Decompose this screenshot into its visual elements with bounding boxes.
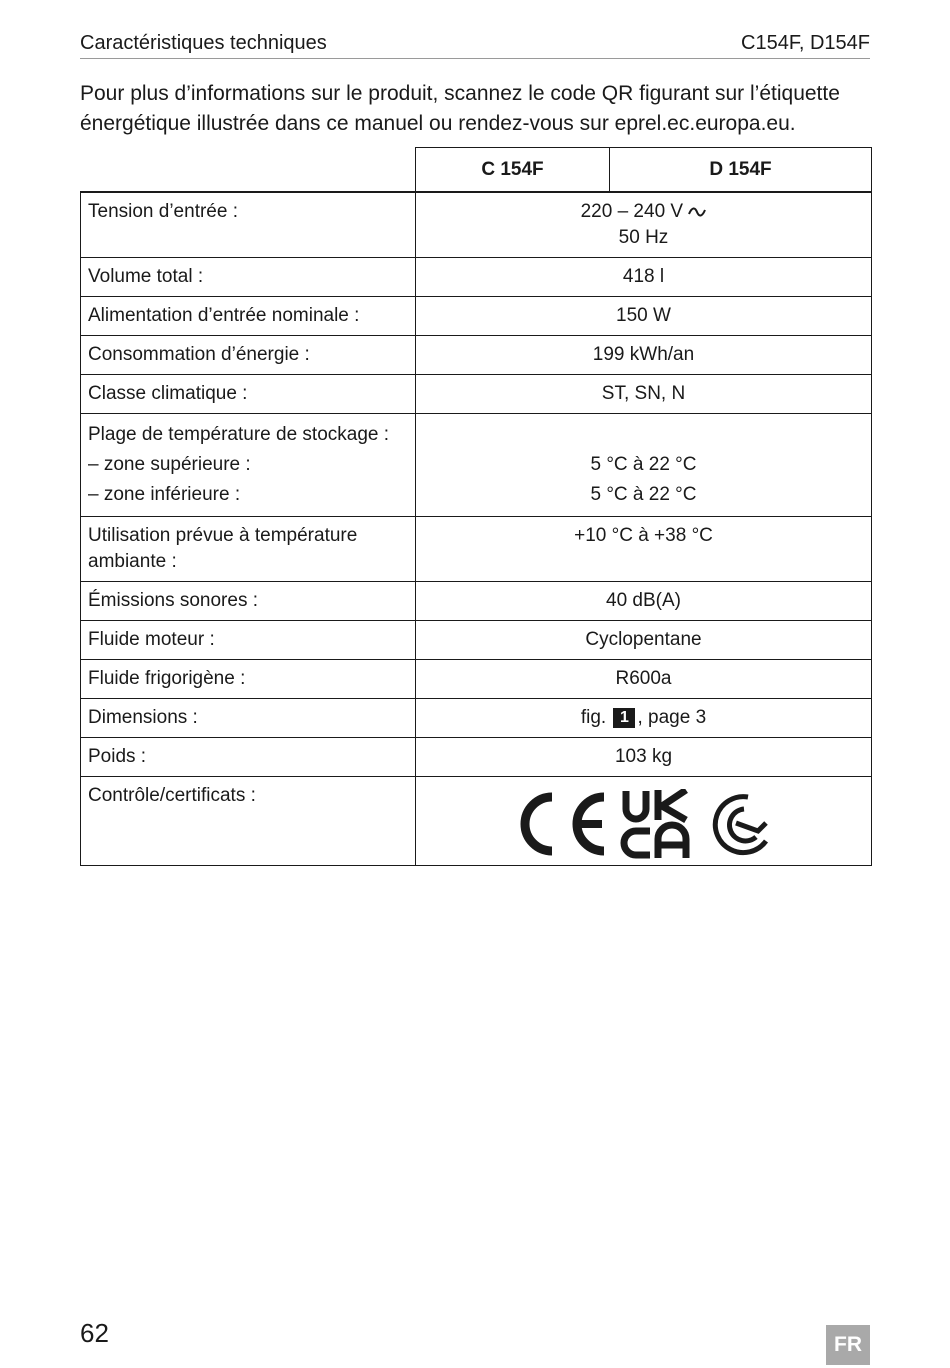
language-badge: FR <box>826 1325 870 1365</box>
row-label: Fluide frigorigène : <box>81 660 416 699</box>
row-label: Utilisation prévue à température ambiante : <box>81 517 416 582</box>
ce-mark-icon <box>518 789 614 859</box>
row-label: Émissions sonores : <box>81 582 416 621</box>
row-value <box>416 414 872 517</box>
row-label: Dimensions : <box>81 699 416 738</box>
row-value: ST, SN, N <box>416 375 872 414</box>
upper-zone-label: – zone supérieure : <box>88 454 251 475</box>
figure-prefix: fig. <box>580 707 607 728</box>
table-row <box>81 738 872 777</box>
upper-zone-value: 5 °C à 22 °C <box>590 454 697 475</box>
model-c154f: C 154F <box>416 148 610 193</box>
row-value: +10 °C à +38 °C <box>416 517 872 582</box>
table-row <box>81 582 872 621</box>
row-value: 40 dB(A) <box>416 582 872 621</box>
recycling-mark-icon <box>702 789 770 859</box>
table-row <box>81 660 872 699</box>
row-value: 199 kWh/an <box>416 336 872 375</box>
table-row <box>81 336 872 375</box>
table-header-row <box>81 148 872 193</box>
row-value <box>416 699 872 738</box>
model-d154f: D 154F <box>610 148 872 193</box>
table-row <box>81 258 872 297</box>
row-label: Volume total : <box>81 258 416 297</box>
row-value: 150 W <box>416 297 872 336</box>
table-row <box>81 621 872 660</box>
row-label: Poids : <box>81 738 416 777</box>
row-value: 418 l <box>416 258 872 297</box>
intro-paragraph: Pour plus d’informations sur le produit, scannez le code QR figurant sur l’étiquette énergétique illustrée dans ce manuel ou rendez-vous sur eprel.ec.europa.eu. <box>80 82 840 135</box>
lower-zone-value: 5 °C à 22 °C <box>590 484 697 505</box>
table-row <box>81 699 872 738</box>
row-label: Tension d’entrée : <box>81 192 416 258</box>
page-number: 62 <box>80 1318 109 1348</box>
lower-zone-label: – zone inférieure : <box>88 484 241 505</box>
figure-number-badge: 1 <box>613 708 635 728</box>
table-row <box>81 517 872 582</box>
row-label: Classe climatique : <box>81 375 416 414</box>
row-label: Fluide moteur : <box>81 621 416 660</box>
table-row <box>81 375 872 414</box>
voltage-value: 220 – 240 V <box>580 201 684 222</box>
table-row <box>81 414 872 517</box>
alternating-current-icon <box>688 206 706 218</box>
spec-table <box>80 147 872 866</box>
page-header <box>80 30 870 59</box>
row-label: Consommation d’énergie : <box>81 336 416 375</box>
frequency-value: 50 Hz <box>618 227 669 248</box>
table-row <box>81 297 872 336</box>
certification-logos <box>423 783 864 859</box>
section-title: Caractéristiques techniques <box>80 32 327 54</box>
row-label <box>81 414 416 517</box>
table-row <box>81 192 872 258</box>
row-label: Contrôle/certificats : <box>81 777 416 866</box>
row-value: R600a <box>416 660 872 699</box>
row-value: 103 kg <box>416 738 872 777</box>
row-label: Alimentation d’entrée nominale : <box>81 297 416 336</box>
storage-label: Plage de température de stockage : <box>88 424 390 445</box>
page-reference: , page 3 <box>637 707 707 728</box>
row-value <box>416 777 872 866</box>
table-row <box>81 777 872 866</box>
row-value <box>416 192 872 258</box>
ukca-mark-icon <box>620 789 692 859</box>
row-value: Cyclopentane <box>416 621 872 660</box>
models-title: C154F, D154F <box>741 32 870 54</box>
